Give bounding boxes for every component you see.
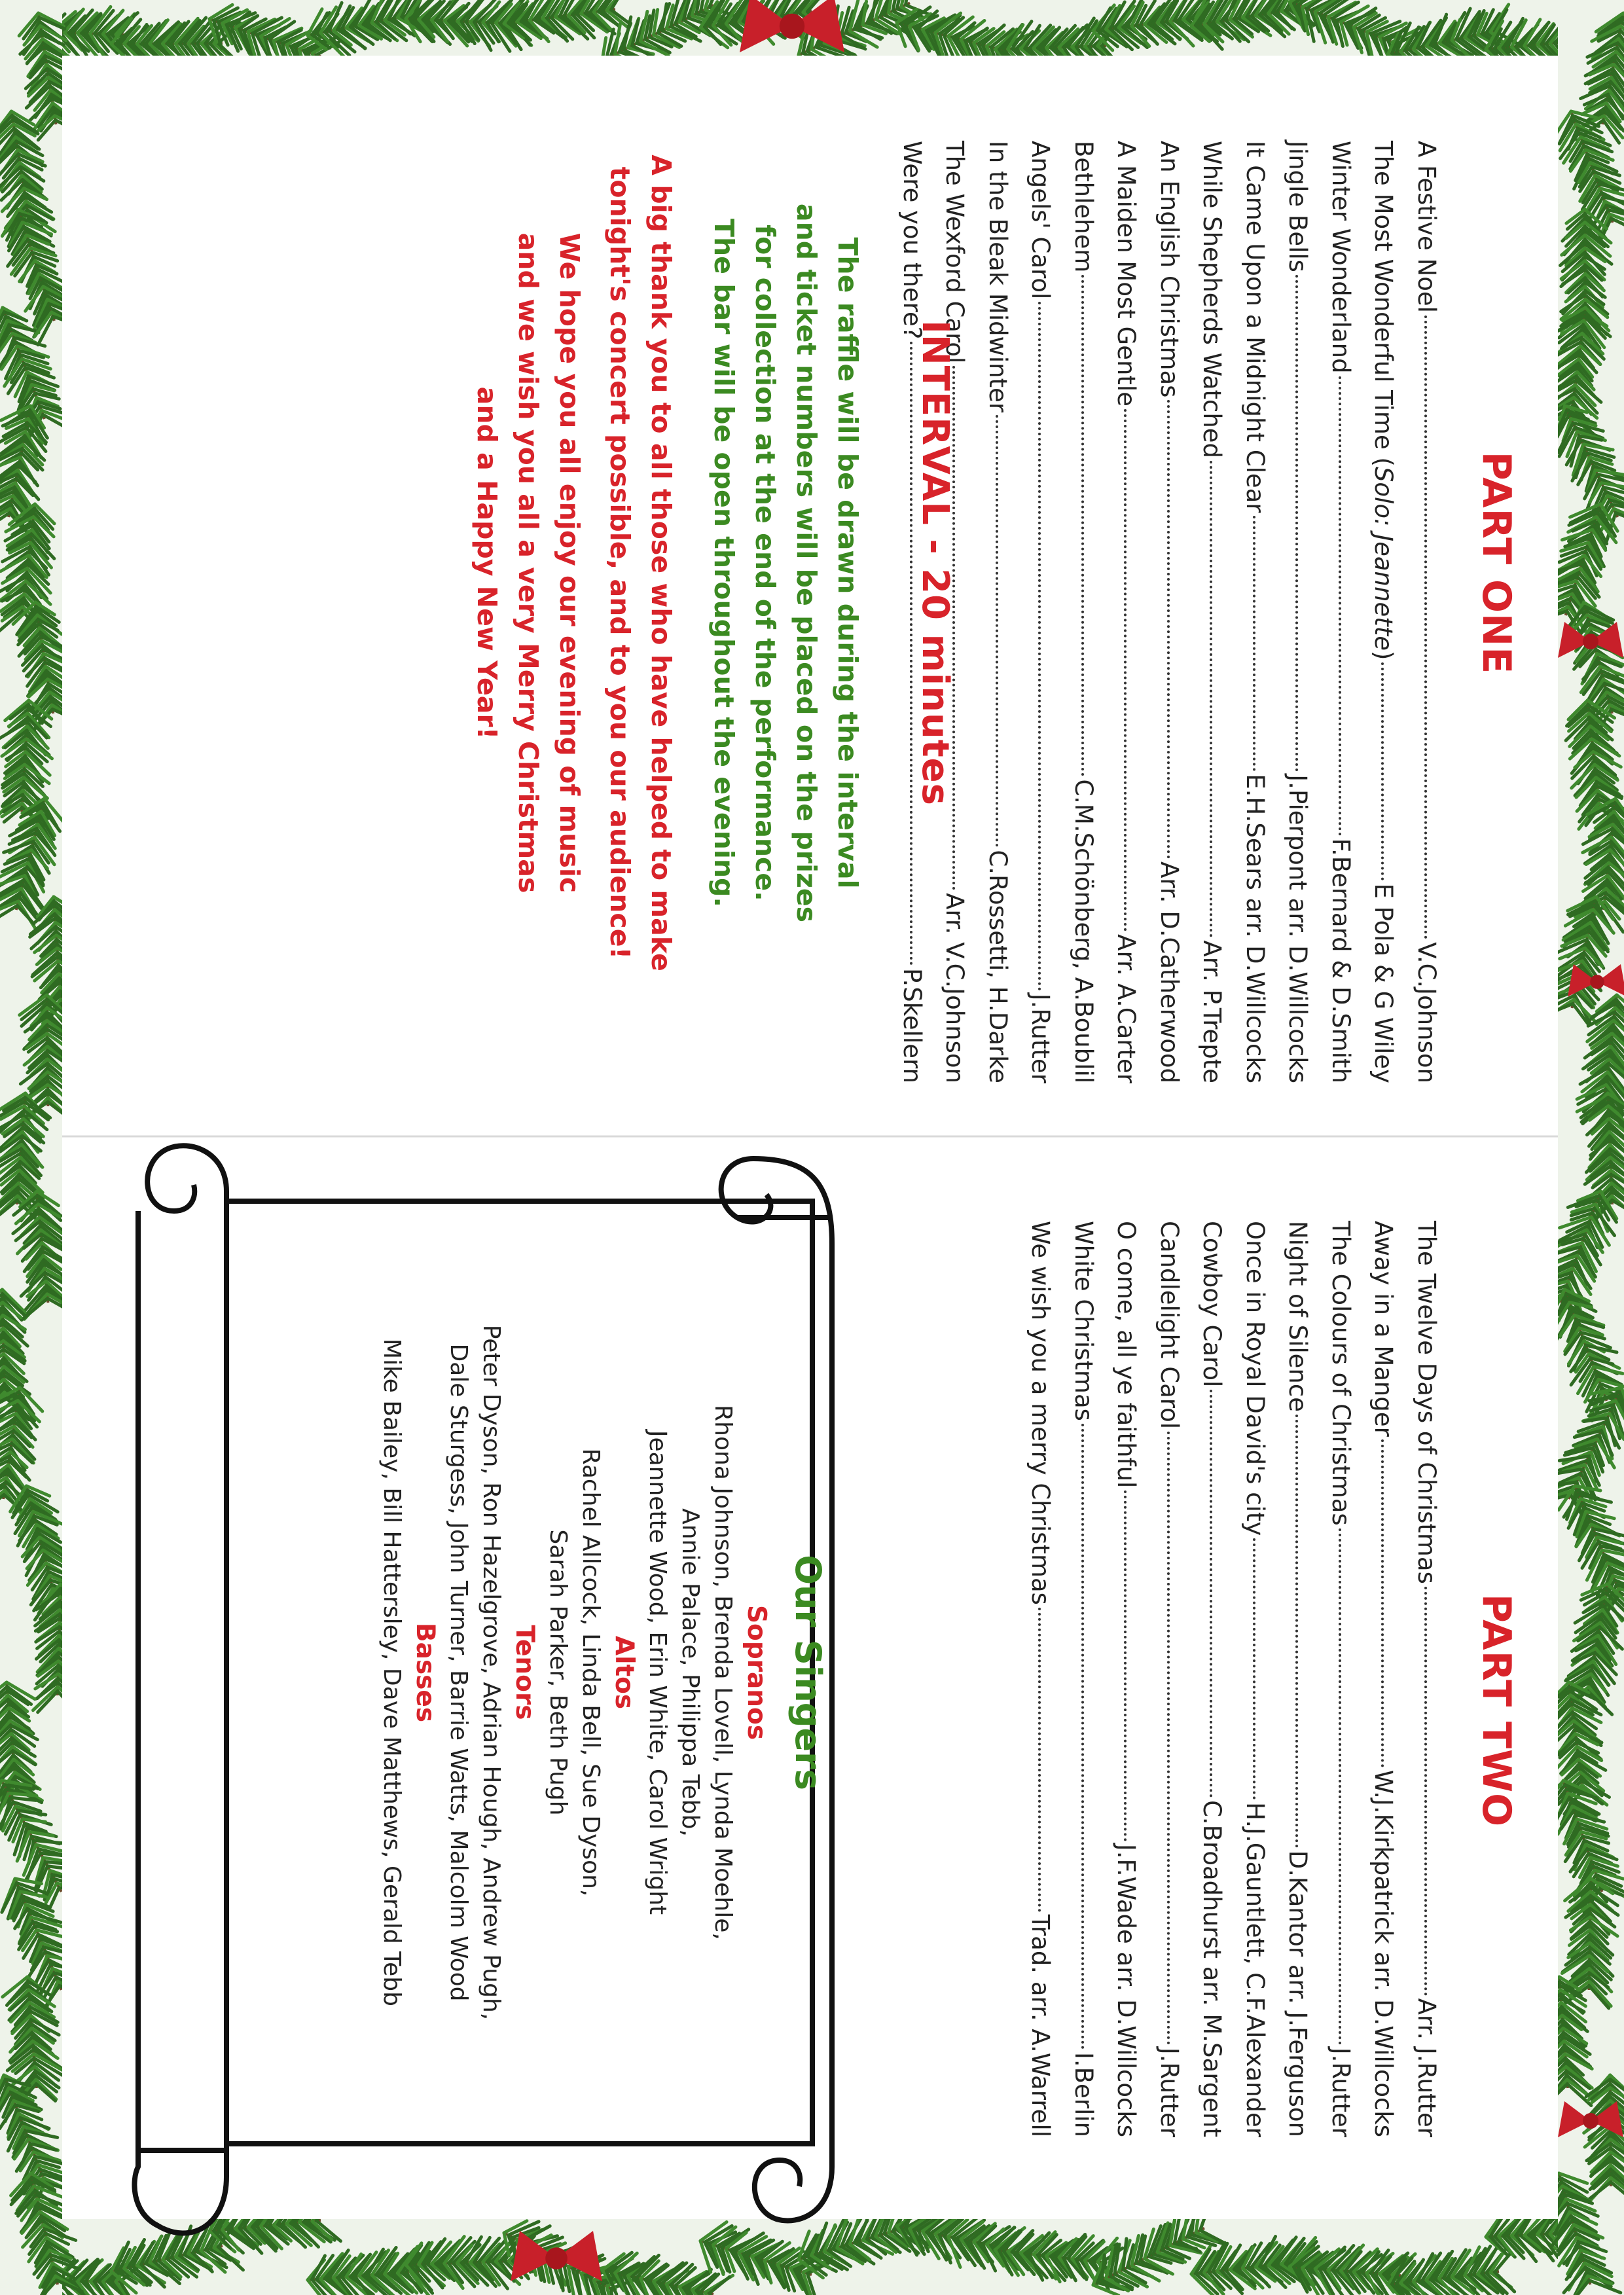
part-one-item-title: In the Bleak Midwinter xyxy=(984,141,1012,413)
part-two-item-title: We wish you a merry Christmas xyxy=(1026,1221,1055,1605)
basses-heading: Basses xyxy=(410,1622,440,1723)
dot-leader xyxy=(1039,1608,1041,1912)
part-one-item xyxy=(1155,141,1183,1083)
part-two-item xyxy=(1241,1221,1269,2137)
singers-list: Sopranos Rhona Johnson, Brenda Lovell, Lynda Moehle, Annie Palace, Philippa Tebb, Jeannette Wood, Erin White, Carol Wright Altos Rachel Allcock, Linda Bell, Sue Dyson, Sarah Parker, Beth Pugh Tenors Peter Dyson, Ron Hazelgrove, Adrian Hough, Andrew Pugh, Dale Sturgess, John Turner, Barrie Watts, Malcolm Wood Basses Mike Bailey, Bill Hattersley, Dave Matthews, Gerald Tebb xyxy=(375,1201,773,2144)
part-one-item-title: The Wexford Carol xyxy=(941,141,969,364)
part-one-item-title: Jingle Bells xyxy=(1284,141,1312,272)
part-one-item-title: Were you there? xyxy=(898,141,926,340)
part-one-item-credit: C.M.Schönberg, A.Boublil xyxy=(1070,779,1098,1083)
part-two-item xyxy=(1370,1221,1398,2137)
part-one-item-title: It Came Upon a Midnight Clear xyxy=(1241,141,1269,513)
tenors-heading: Tenors xyxy=(510,1625,539,1720)
dot-leader xyxy=(1382,662,1384,880)
part-one-item-title: A Maiden Most Gentle xyxy=(1112,141,1141,407)
part-one-item-credit: F.Bernard & D.Smith xyxy=(1327,838,1355,1083)
part-one-item xyxy=(1241,141,1269,1083)
part-two-item-credit: W.J.Kirkpatrick arr. D.Willcocks xyxy=(1369,1769,1398,2137)
part-one-item-title: Bethlehem xyxy=(1070,141,1098,273)
part-two-item xyxy=(1027,1221,1055,2137)
dot-leader xyxy=(1210,1390,1213,1798)
dot-leader xyxy=(1081,1424,1084,2050)
dot-leader xyxy=(1296,275,1299,772)
dot-leader xyxy=(1125,1491,1127,1841)
part-two-item-title: Cowboy Carol xyxy=(1198,1221,1227,1388)
part-two-item-credit: Trad. arr. A.Warrell xyxy=(1026,1914,1055,2137)
part-one-item-credit: P.Skellern xyxy=(898,967,926,1083)
part-two-item xyxy=(1327,1221,1355,2137)
dot-leader xyxy=(1382,1439,1384,1767)
dot-leader xyxy=(1167,1432,1170,2045)
part-one-item xyxy=(1027,141,1055,1083)
part-one-heading: PART ONE xyxy=(1473,451,1519,675)
part-one-item-credit: Arr. A.Carter xyxy=(1112,934,1141,1083)
part-two-item-title: Night of Silence xyxy=(1284,1221,1312,1412)
part-two-item-credit: H.J.Gauntlett, C.F.Alexander xyxy=(1241,1802,1269,2137)
part-one-item xyxy=(1199,141,1227,1083)
dot-leader xyxy=(1253,516,1255,772)
part-two-item-credit: J.Rutter xyxy=(1155,2047,1183,2137)
part-two-item xyxy=(1155,1221,1183,2137)
part-one-item-credit: V.C.Johnson xyxy=(1413,942,1441,1083)
part-one-item xyxy=(1070,141,1098,1083)
part-one-item xyxy=(1413,141,1441,1083)
part-one-item-credit: E Pola & G Wiley xyxy=(1369,883,1398,1083)
part-one-item-title: A Festive Noel xyxy=(1413,141,1441,313)
raffle-message: The raffle will be drawn during the interval and ticket numbers will be placed on the prizes for collection at the end of the performance. The bar will be open throughout the evening. xyxy=(708,203,863,923)
part-one-item-credit: J.Rutter xyxy=(1026,993,1055,1083)
dot-leader xyxy=(910,342,912,966)
part-one-item-credit: Arr. V.C.Johnson xyxy=(941,893,969,1083)
part-one-item-title: Winter Wonderland xyxy=(1327,141,1355,374)
sopranos-heading: Sopranos xyxy=(742,1604,771,1741)
dot-leader xyxy=(1125,409,1127,931)
part-one-item-credit: E.H.Sears arr. D.Willcocks xyxy=(1241,774,1269,1083)
dot-leader xyxy=(1210,461,1213,937)
part-two-item-credit: J.Rutter xyxy=(1327,2047,1355,2137)
part-one-item xyxy=(1284,141,1312,1083)
dot-leader xyxy=(1039,302,1041,991)
dot-leader xyxy=(1424,316,1427,939)
dot-leader xyxy=(996,415,998,847)
dot-leader xyxy=(1424,1587,1427,1996)
part-one-item-credit: C.Rossetti, H.Darke xyxy=(984,850,1012,1083)
dot-leader xyxy=(1339,1528,1341,2045)
part-two-item-title: The Twelve Days of Christmas xyxy=(1413,1221,1441,1584)
dot-leader xyxy=(1081,275,1084,776)
part-two-item xyxy=(1284,1221,1312,2137)
part-one-item xyxy=(1370,141,1398,1083)
part-one-item-title: Angels' Carol xyxy=(1026,141,1055,300)
part-two-item-credit: Arr. J.Rutter xyxy=(1413,1998,1441,2137)
part-two-item-title: White Christmas xyxy=(1070,1221,1098,1421)
part-one-item-credit: J.Pierpont arr. D.Willcocks xyxy=(1284,774,1312,1083)
thanks-message: A big thank you to all those who have helped to make tonight's concert possible, and to you our audience! xyxy=(604,154,677,971)
part-two-heading: PART TWO xyxy=(1473,1593,1519,1828)
dot-leader xyxy=(1339,376,1341,836)
part-two-item-title: The Colours of Christmas xyxy=(1327,1221,1355,1526)
part-one-item-credit: Arr. P.Trepte xyxy=(1198,940,1227,1083)
part-two-item xyxy=(1199,1221,1227,2137)
dot-leader xyxy=(1167,400,1170,859)
dot-leader xyxy=(1296,1415,1299,1848)
part-two-item xyxy=(1413,1221,1441,2137)
part-one-item-title: While Shepherds Watched xyxy=(1198,141,1227,459)
interval-heading: INTERVAL - 20 minutes xyxy=(914,320,956,806)
part-one-item xyxy=(984,141,1012,1083)
part-one-item-title: The Most Wonderful Time (Solo: Jeannette) xyxy=(1369,141,1398,660)
part-two-item-credit: I.Berlin xyxy=(1070,2051,1098,2137)
part-two-item-credit: C.Broadhurst arr. M.Sargent xyxy=(1198,1799,1227,2137)
part-two-item-title: Once in Royal David's city xyxy=(1241,1221,1269,1536)
part-one-item xyxy=(1327,141,1355,1083)
altos-heading: Altos xyxy=(609,1635,639,1710)
wishes-message: We hope you all enjoy our evening of music and we wish you all a very Merry Christmas and a Happy New Year! xyxy=(471,232,585,894)
part-two-item-credit: D.Kantor arr. J.Ferguson xyxy=(1284,1850,1312,2137)
singers-heading: Our Singers xyxy=(787,1555,829,1790)
part-two-item-title: Candlelight Carol xyxy=(1155,1221,1183,1430)
part-one-item-title: An English Christmas xyxy=(1155,141,1183,398)
part-one-item-credit: Arr. D.Catherwood xyxy=(1155,861,1183,1083)
part-two-item-title: Away in a Manger xyxy=(1369,1221,1398,1437)
part-two-item-title: O come, all ye faithful xyxy=(1112,1221,1141,1489)
dot-leader xyxy=(1253,1538,1255,1799)
part-one-item xyxy=(1113,141,1141,1083)
part-two-item xyxy=(1113,1221,1141,2137)
part-two-item-credit: J.F.Wade arr. D.Willcocks xyxy=(1112,1843,1141,2137)
part-two-item xyxy=(1070,1221,1098,2137)
